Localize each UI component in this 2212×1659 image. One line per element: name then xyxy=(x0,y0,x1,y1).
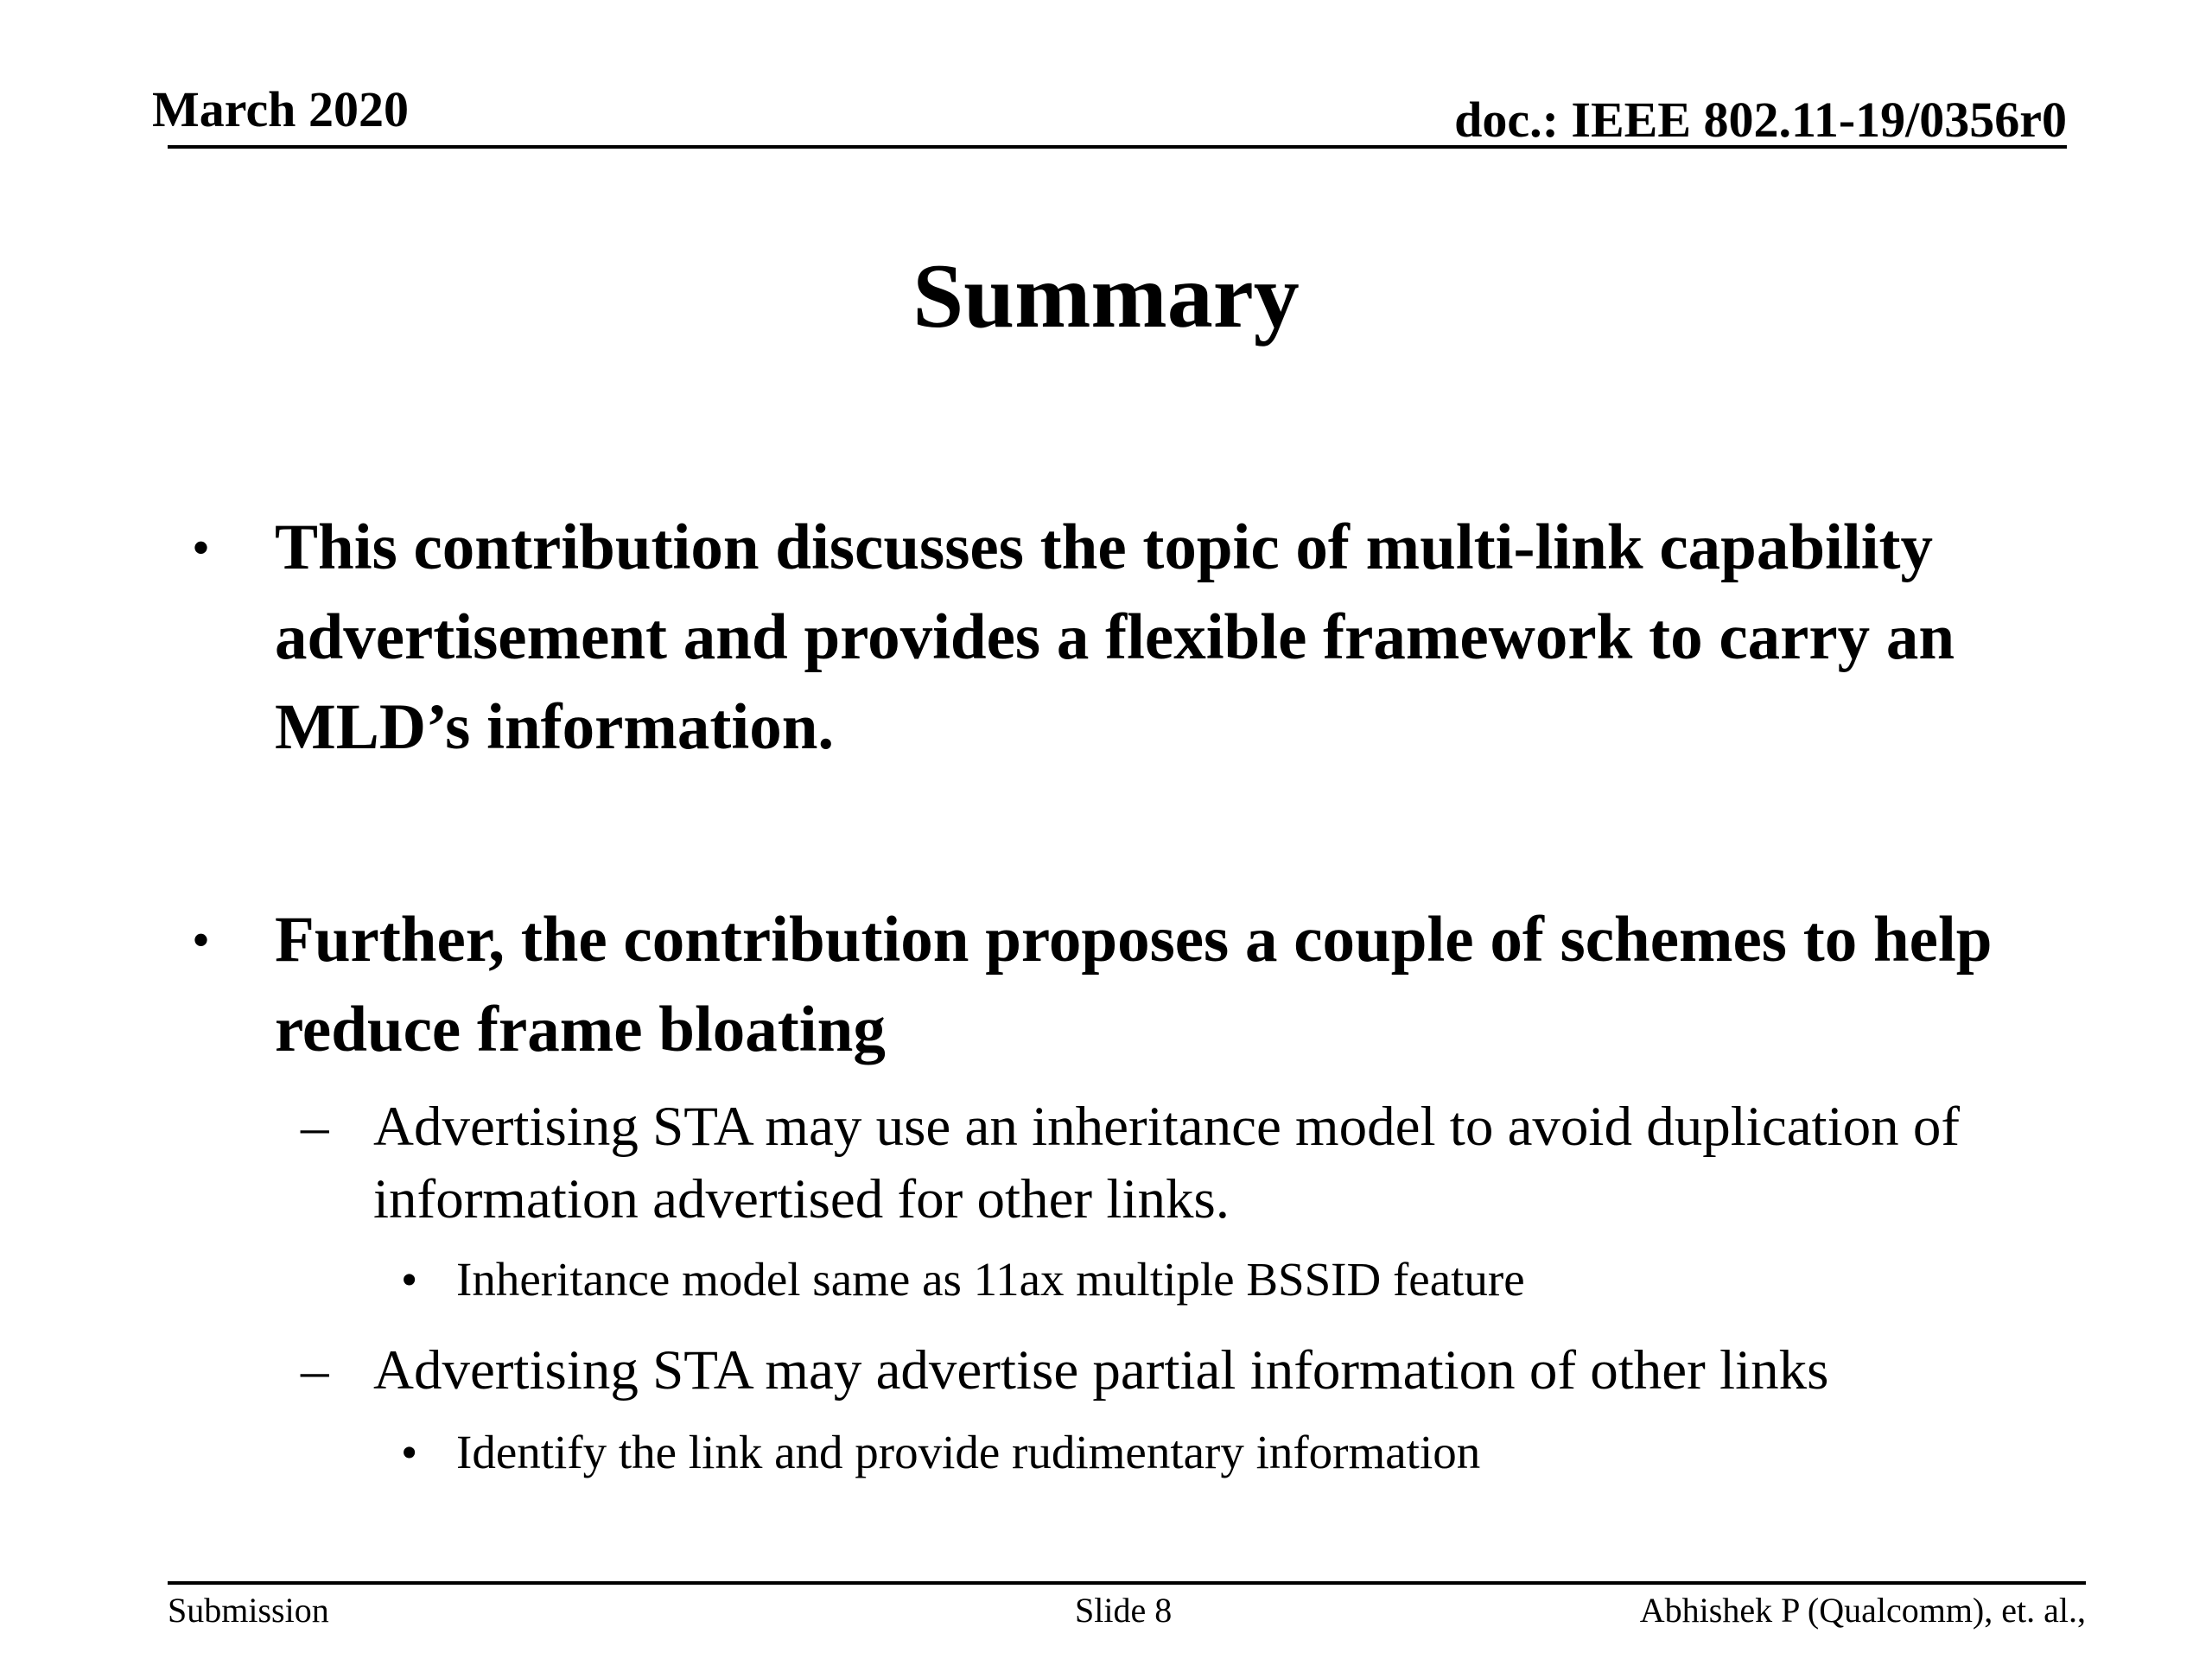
bullet-text: This contribution discusses the topic of multi-link capability advertisement and provides a flexible framework to carry an MLD’s information. xyxy=(275,512,1955,763)
sub-bullet-marker: – xyxy=(301,1339,329,1402)
bullet-2 xyxy=(192,895,2107,1075)
header-date: March 2020 xyxy=(152,81,409,137)
footer-authors: Abhishek P (Qualcomm), et. al., xyxy=(1639,1591,2086,1630)
bullet-text: Further, the contribution proposes a couple of schemes to help reduce frame bloating xyxy=(275,904,1993,1065)
sub-bullet-text: Advertising STA may advertise partial information of other links xyxy=(373,1339,1829,1402)
bullet-marker: • xyxy=(192,912,211,969)
footer-submission: Submission xyxy=(168,1591,329,1630)
sub-sub-bullet-marker: • xyxy=(401,1253,418,1306)
sub-sub-bullet-2-2-1 xyxy=(401,1422,2098,1483)
header-divider xyxy=(168,145,2067,149)
sub-sub-bullet-marker: • xyxy=(401,1426,418,1478)
sub-bullet-2-1 xyxy=(301,1090,2101,1236)
header-doc-id: doc.: IEEE 802.11-19/0356r0 xyxy=(1454,92,2067,148)
footer-divider xyxy=(168,1581,2086,1585)
bullet-1 xyxy=(192,503,2107,772)
sub-bullet-2-2 xyxy=(301,1334,2101,1407)
sub-bullet-text: Advertising STA may use an inheritance model to avoid duplication of information advertised for other links. xyxy=(373,1096,1961,1230)
sub-sub-bullet-text: Identify the link and provide rudimentary information xyxy=(456,1426,1481,1478)
slide-title: Summary xyxy=(912,245,1300,346)
sub-bullet-marker: – xyxy=(301,1096,329,1158)
footer-slide-number: Slide 8 xyxy=(1075,1591,1173,1630)
bullet-marker: • xyxy=(192,519,211,576)
sub-sub-bullet-text: Inheritance model same as 11ax multiple BSSID feature xyxy=(456,1253,1525,1306)
sub-sub-bullet-2-1-1 xyxy=(401,1249,2098,1310)
